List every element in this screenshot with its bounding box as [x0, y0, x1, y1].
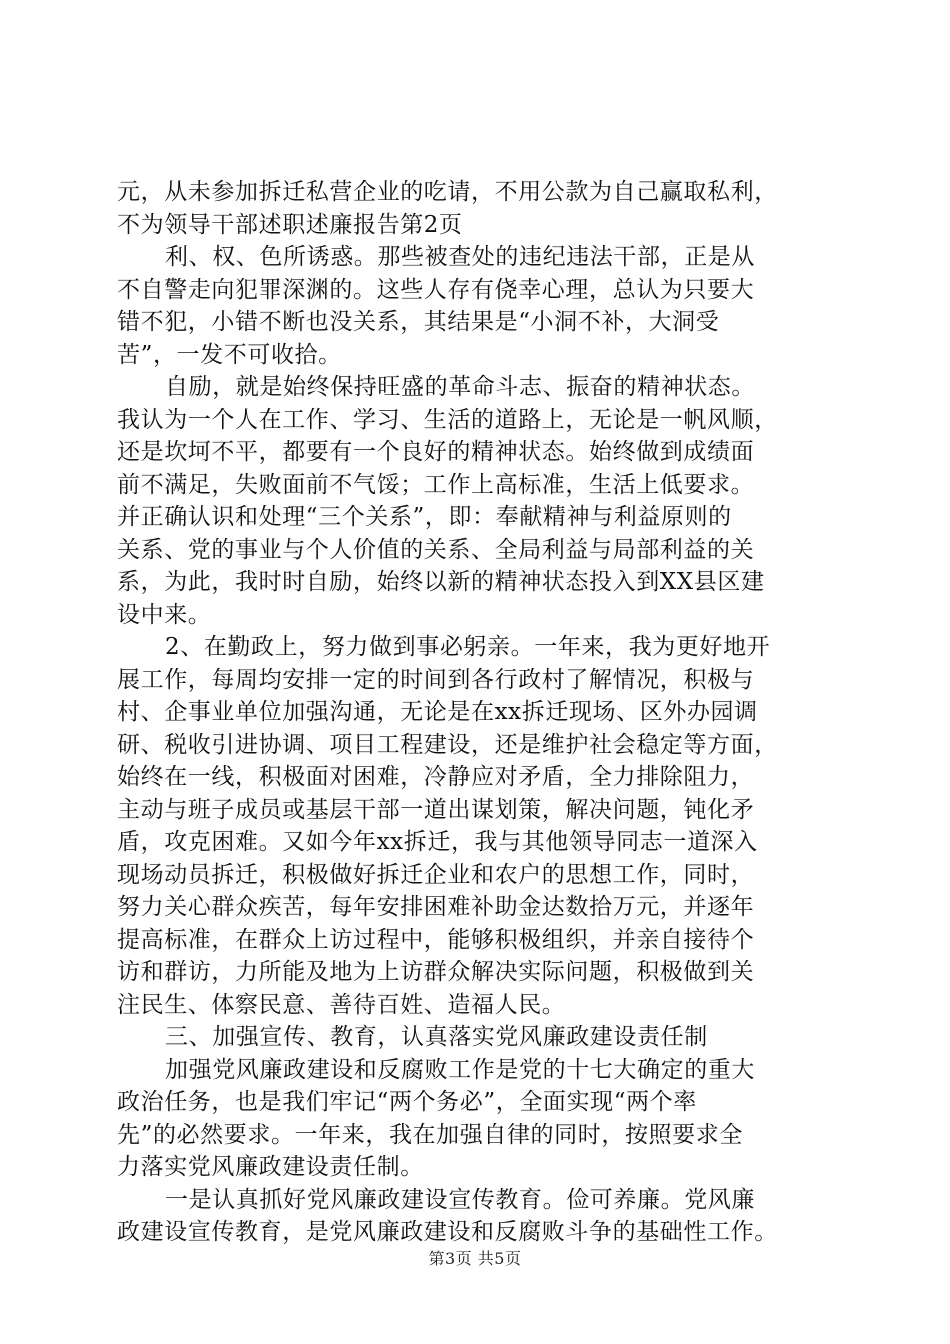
- text-line: 苦”，一发不可收拾。: [117, 341, 342, 368]
- text-line: 加强党风廉政建设和反腐败工作是党的十七大确定的重大: [165, 1056, 755, 1083]
- text-line: 2、在勤政上，努力做到事必躬亲。一年来，我为更好地开: [165, 634, 771, 660]
- text-line: 不自警走向犯罪深渊的。这些人存有侥幸心理，总认为只要大: [117, 276, 755, 303]
- text-line: 三、加强宣传、教育，认真落实党风廉政建设责任制: [165, 1024, 708, 1050]
- text-line: 系，为此，我时时自励，始终以新的精神状态投入到XX县区建: [117, 569, 765, 595]
- text-line: 设中来。: [117, 601, 212, 628]
- text-line: 盾，攻克困难。又如今年xx拆迁，我与其他领导同志一道深入: [117, 829, 758, 855]
- text-line: 现场动员拆迁，积极做好拆迁企业和农户的思想工作，同时，: [117, 861, 755, 888]
- document-body: [117, 176, 837, 1249]
- text-line: 力落实党风廉政建设责任制。: [117, 1154, 424, 1180]
- text-line: 并正确认识和处理“三个关系”，即：奉献精神与利益原则的: [117, 504, 732, 530]
- text-line: 元，从未参加拆迁私营企业的吃请，不用公款为自己赢取私利，: [117, 179, 778, 205]
- text-line: 研、税收引进协调、项目工程建设，还是维护社会稳定等方面，: [117, 731, 778, 758]
- text-line: 一是认真抓好党风廉政建设宣传教育。俭可养廉。党风廉: [165, 1186, 755, 1213]
- text-line: 前不满足，失败面前不气馁；工作上高标准，生活上低要求。: [117, 471, 755, 498]
- text-line: 始终在一线，积极面对困难，冷静应对矛盾，全力排除阻力，: [117, 764, 755, 790]
- text-line: 展工作，每周均安排一定的时间到各行政村了解情况，积极与: [117, 666, 755, 693]
- text-line: 自励，就是始终保持旺盛的革命斗志、振奋的精神状态。: [165, 374, 755, 400]
- text-line: 利、权、色所诱惑。那些被查处的违纪违法干部，正是从: [165, 244, 755, 270]
- text-line: 政治任务，也是我们牢记“两个务必”，全面实现“两个率: [117, 1089, 697, 1115]
- text-line: 先”的必然要求。一年来，我在加强自律的同时，按照要求全: [117, 1121, 743, 1148]
- text-line: 关系、党的事业与个人价值的关系、全局利益与局部利益的关: [117, 536, 755, 563]
- text-line: 努力关心群众疾苦，每年安排困难补助金达数拾万元，并逐年: [117, 894, 755, 920]
- text-line: 政建设宣传教育，是党风廉政建设和反腐败斗争的基础性工作。: [117, 1219, 778, 1245]
- text-line: 还是坎坷不平，都要有一个良好的精神状态。始终做到成绩面: [117, 439, 755, 465]
- text-line: 不为领导干部述职述廉报告第2页: [117, 211, 463, 238]
- text-line: 主动与班子成员或基层干部一道出谋划策，解决问题，钝化矛: [117, 796, 755, 823]
- text-line: 村、企事业单位加强沟通，无论是在xx拆迁现场、区外办园调: [117, 699, 758, 725]
- text-line: 我认为一个人在工作、学习、生活的道路上，无论是一帆风顺，: [117, 406, 778, 433]
- text-line: 注民生、体察民意、善待百姓、造福人民。: [117, 991, 566, 1018]
- text-line: 错不犯，小错不断也没关系，其结果是“小洞不补，大洞受: [117, 309, 720, 335]
- text-line: 提高标准，在群众上访过程中，能够积极组织，并亲自接待个: [117, 926, 755, 953]
- page-footer: 第3页 共5页: [428, 1249, 522, 1268]
- text-line: 访和群访，力所能及地为上访群众解决实际问题，积极做到关: [117, 959, 755, 985]
